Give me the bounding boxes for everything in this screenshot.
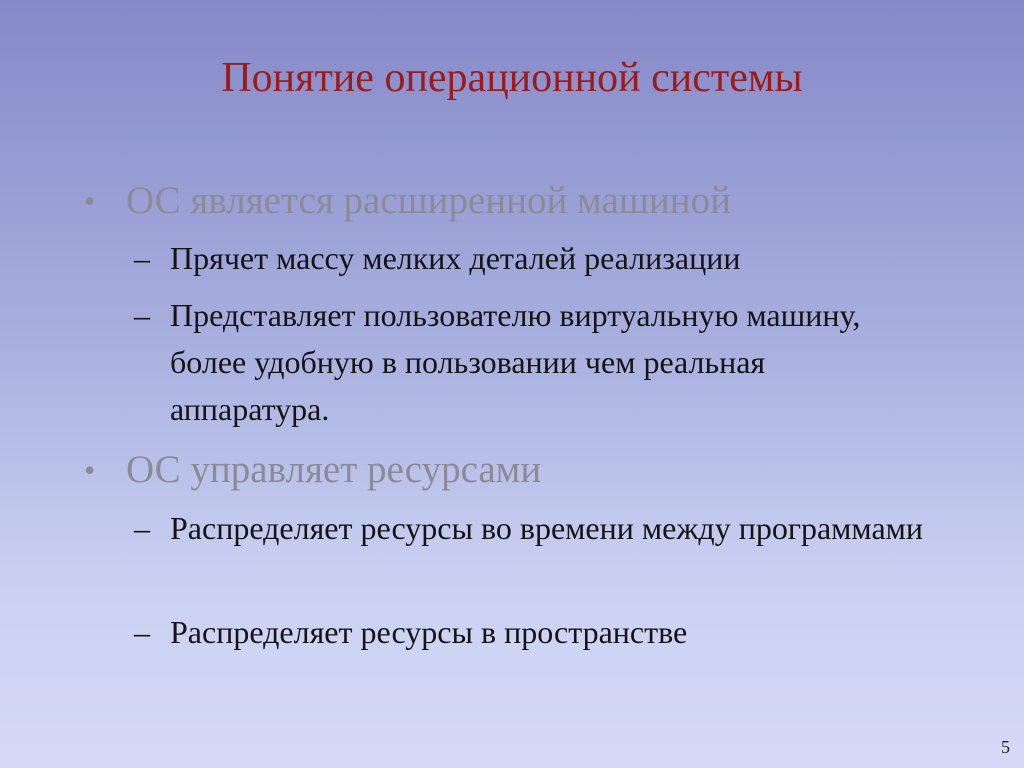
bullet-text: ОС является расширенной машиной xyxy=(126,179,732,222)
sub-marker: – xyxy=(134,510,150,546)
bullet-marker: • xyxy=(84,452,96,488)
sub-marker: – xyxy=(134,297,150,333)
slide-title: Понятие операционной системы xyxy=(221,55,803,101)
subitem-text: Прячет массу мелких деталей реализации xyxy=(170,240,741,276)
subitem-text: Распределяет ресурсы в пространстве xyxy=(170,614,688,650)
sub-marker: – xyxy=(134,614,150,650)
subitem-text: Распределяет ресурсы во времени между программами xyxy=(170,510,924,546)
subitem-text: Представляет пользователю виртуальную машину, более удобную в пользовании чем реальная аппаратура. xyxy=(170,297,861,427)
bullet-marker: • xyxy=(84,183,96,219)
page-number: 5 xyxy=(1001,737,1010,757)
bullet-text: ОС управляет ресурсами xyxy=(126,448,542,491)
sub-marker: – xyxy=(134,240,150,276)
